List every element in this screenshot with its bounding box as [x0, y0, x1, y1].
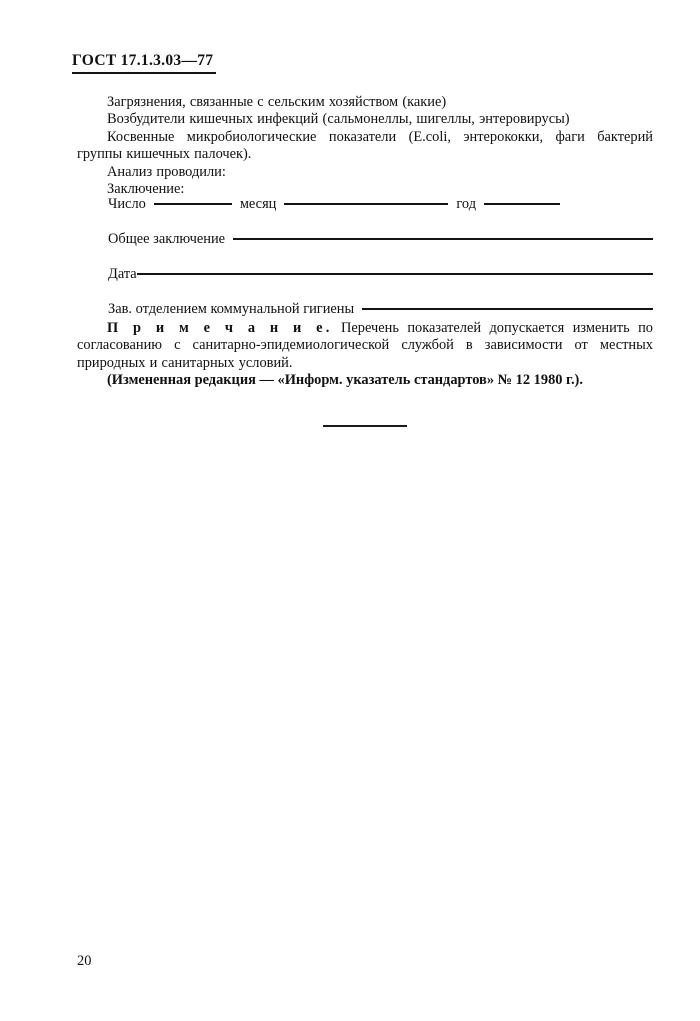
label-day: Число	[108, 196, 146, 212]
body-line-1: Загрязнения, связанные с сельским хозяйством (какие)	[107, 94, 447, 110]
form-row-date	[108, 266, 653, 282]
running-head	[72, 52, 372, 74]
form-row-general-conclusion	[108, 231, 653, 247]
field-day[interactable]	[154, 203, 232, 205]
note-lead-label: П р и м е ч а н и е.	[107, 320, 333, 336]
fill-in-form	[108, 196, 653, 317]
body-text	[77, 94, 653, 198]
body-line-4: Анализ проводили:	[107, 163, 226, 180]
label-date: Дата	[108, 266, 137, 282]
section-divider	[323, 425, 407, 427]
label-general-conclusion: Общее заключение	[108, 231, 226, 247]
field-date[interactable]	[137, 273, 653, 275]
note-paragraph	[77, 320, 653, 372]
field-head-of-department[interactable]	[362, 308, 653, 310]
field-year[interactable]	[484, 203, 560, 205]
body-line-2: Возбудители кишечных инфекций (сальмонеллы, шигеллы, энтеровирусы)	[107, 111, 570, 128]
label-month: месяц	[239, 196, 277, 212]
label-year: год	[456, 196, 477, 212]
header-rule	[72, 72, 216, 74]
body-line-5: Заключение:	[107, 181, 185, 198]
field-general-conclusion[interactable]	[233, 238, 653, 240]
field-month[interactable]	[284, 203, 448, 205]
page-number: 20	[77, 953, 92, 969]
note-section	[77, 320, 653, 390]
standard-number: ГОСТ 17.1.3.03—77	[72, 52, 214, 69]
form-row-head-of-department	[108, 301, 653, 317]
body-line-3: Косвенные микробиологические показатели (E.coli, энтерококки, фаги бактерий группы кишечных палочек).	[77, 128, 653, 163]
revision-note: (Измененная редакция — «Информ. указатель стандартов» № 12 1980 г.).	[107, 372, 583, 389]
form-row-date-parts	[108, 196, 653, 212]
note-text: Перечень показателей допускается изменить по согласованию с санитарно-эпидемиологической службой в зависимости от местных природных и санитарных условий.	[77, 320, 653, 371]
label-head-of-department: Зав. отделением коммунальной гигиены	[108, 301, 355, 317]
